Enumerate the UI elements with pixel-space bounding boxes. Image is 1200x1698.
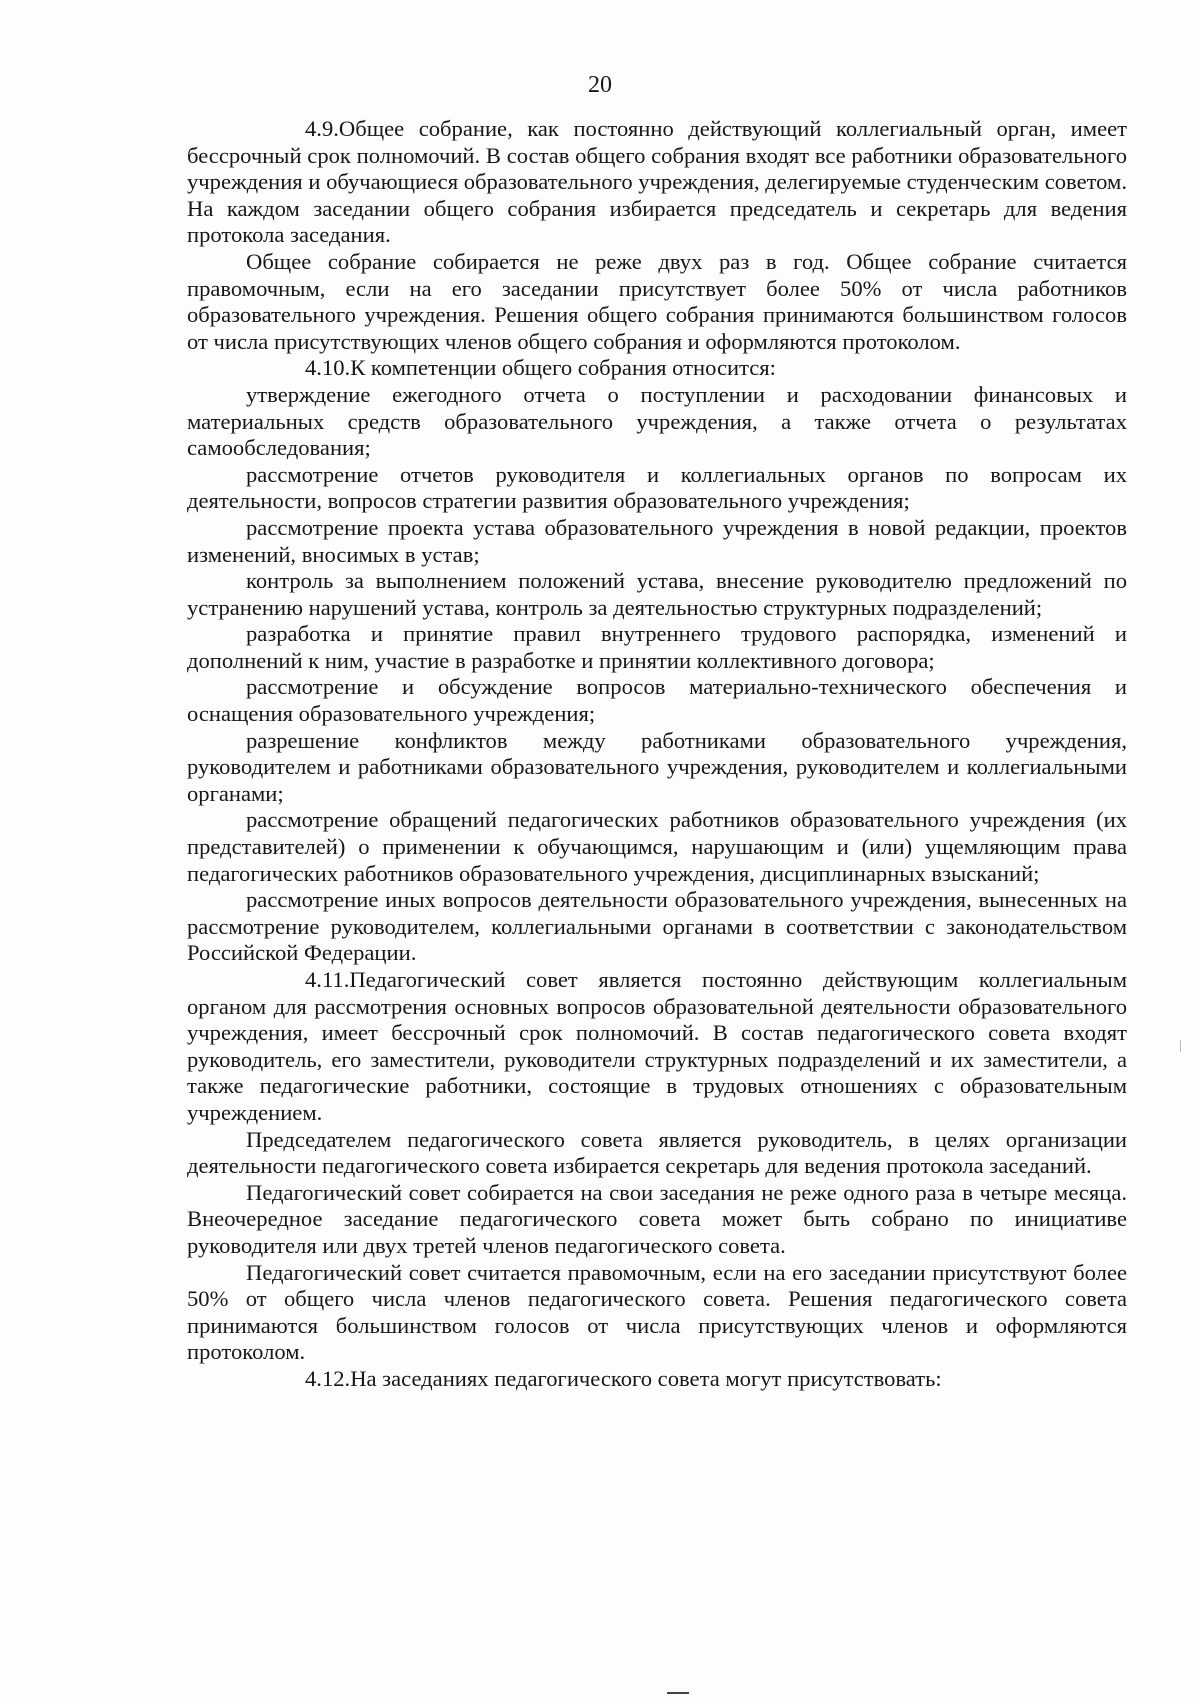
paragraph-text: К компетенции общего собрания относится: (350, 355, 776, 381)
paragraph-text: рассмотрение обращений педагогических работников образовательного учреждения (их представителей) о применении к обучающимся, нарушающим и (или) ущемляющим права педагогических работников образовательного учреждения, дисциплинарных взысканий; (187, 807, 1127, 886)
document-body (187, 116, 1127, 1393)
list-item (187, 515, 1127, 568)
paragraph (187, 249, 1127, 355)
clause-number: 4.9. (305, 116, 339, 141)
list-item (187, 807, 1127, 887)
paragraph-text: Педагогический совет является постоянно действующим коллегиальным органом для рассмотрения основных вопросов образовательной деятельности образовательного учреждения, имеет бессрочный срок полномочий. В состав педагогического совета входят руководитель, его заместители, руководители структурных подразделений и их заместители, а также педагогические работники, состоящие в трудовых отношениях с образовательным учреждением. (187, 967, 1127, 1125)
paragraph-text: Педагогический совет собирается на свои заседания не реже одного раза в четыре месяца. Внеочередное заседание педагогического совета может быть собрано по инициативе руководителя или двух третей членов педагогического совета. (187, 1179, 1127, 1258)
paragraph-4-9 (187, 116, 1127, 249)
clause-number: 4.12. (305, 1365, 351, 1391)
page-number: 20 (588, 72, 612, 98)
paragraph-text: На заседаниях педагогического совета могут присутствовать: (350, 1365, 942, 1391)
paragraph-text: утверждение ежегодного отчета о поступлении и расходовании финансовых и материальных средств образовательного учреждения, а также отчета о результатах самообследования; (187, 381, 1127, 461)
paragraph-text: разработка и принятие правил внутреннего трудового распорядка, изменений и дополнений к ним, участие в разработке и принятии коллективного договора; (187, 621, 1127, 673)
clause-number: 4.11. (305, 967, 350, 992)
paragraph-text: разрешение конфликтов между работниками образовательного учреждения, руководителем и работниками образовательного учреждения, руководителем и коллегиальными органами; (187, 727, 1127, 806)
paragraph (187, 1127, 1127, 1180)
paragraph-text: Общее собрание, как постоянно действующий коллегиальный орган, имеет бессрочный срок полномочий. В состав общего собрания входят все работники образовательного учреждения и обучающиеся образовательного учреждения, делегируемые студенческим советом. На каждом заседании общего собрания избирается председатель и секретарь для ведения протокола заседания. (187, 116, 1127, 248)
paragraph-text: контроль за выполнением положений устава, внесение руководителю предложений по устранению нарушений устава, контроль за деятельностью структурных подразделений; (187, 568, 1127, 620)
paragraph-text: рассмотрение и обсуждение вопросов материально-технического обеспечения и оснащения образовательного учреждения; (187, 674, 1127, 727)
paragraph-4-11 (187, 967, 1127, 1127)
list-item (187, 887, 1127, 967)
list-item (187, 382, 1127, 462)
list-item (187, 728, 1127, 808)
list-item (187, 621, 1127, 674)
paragraph-text: Педагогический совет считается правомочным, если на его заседании присутствуют более 50% от общего числа членов педагогического совета. Решения педагогического совета принимаются большинством голосов от числа присутствующих членов и оформляются протоколом. (187, 1259, 1127, 1365)
paragraph-text: рассмотрение отчетов руководителя и коллегиальных органов по вопросам их деятельности, вопросов стратегии развития образовательного учреждения; (187, 461, 1127, 514)
paragraph-4-12 (187, 1366, 1127, 1393)
list-item (187, 462, 1127, 515)
paragraph (187, 1180, 1127, 1260)
list-item (187, 568, 1127, 621)
paragraph-text: рассмотрение проекта устава образовательного учреждения в новой редакции, проектов изменений, вносимых в устав; (187, 514, 1127, 567)
paragraph (187, 1260, 1127, 1366)
scan-margin-mark (1180, 1040, 1181, 1052)
paragraph-text: Общее собрание собирается не реже двух раз в год. Общее собрание считается правомочным, если на его заседании присутствует более 50% от числа работников образовательного учреждения. Решения общего собрания принимаются большинством голосов от числа присутствующих членов общего собрания и оформляются протоколом. (187, 248, 1127, 354)
paragraph-4-10 (187, 355, 1127, 382)
scan-bottom-mark (667, 1692, 689, 1694)
paragraph-text: Председателем педагогического совета является руководитель, в целях организации деятельности педагогического совета избирается секретарь для ведения протокола заседаний. (187, 1126, 1127, 1179)
paragraph-text: рассмотрение иных вопросов деятельности образовательного учреждения, вынесенных на рассмотрение руководителем, коллегиальными органами в соответствии с законодательством Российской Федерации. (187, 887, 1127, 966)
clause-number: 4.10. (305, 355, 351, 381)
list-item (187, 674, 1127, 727)
